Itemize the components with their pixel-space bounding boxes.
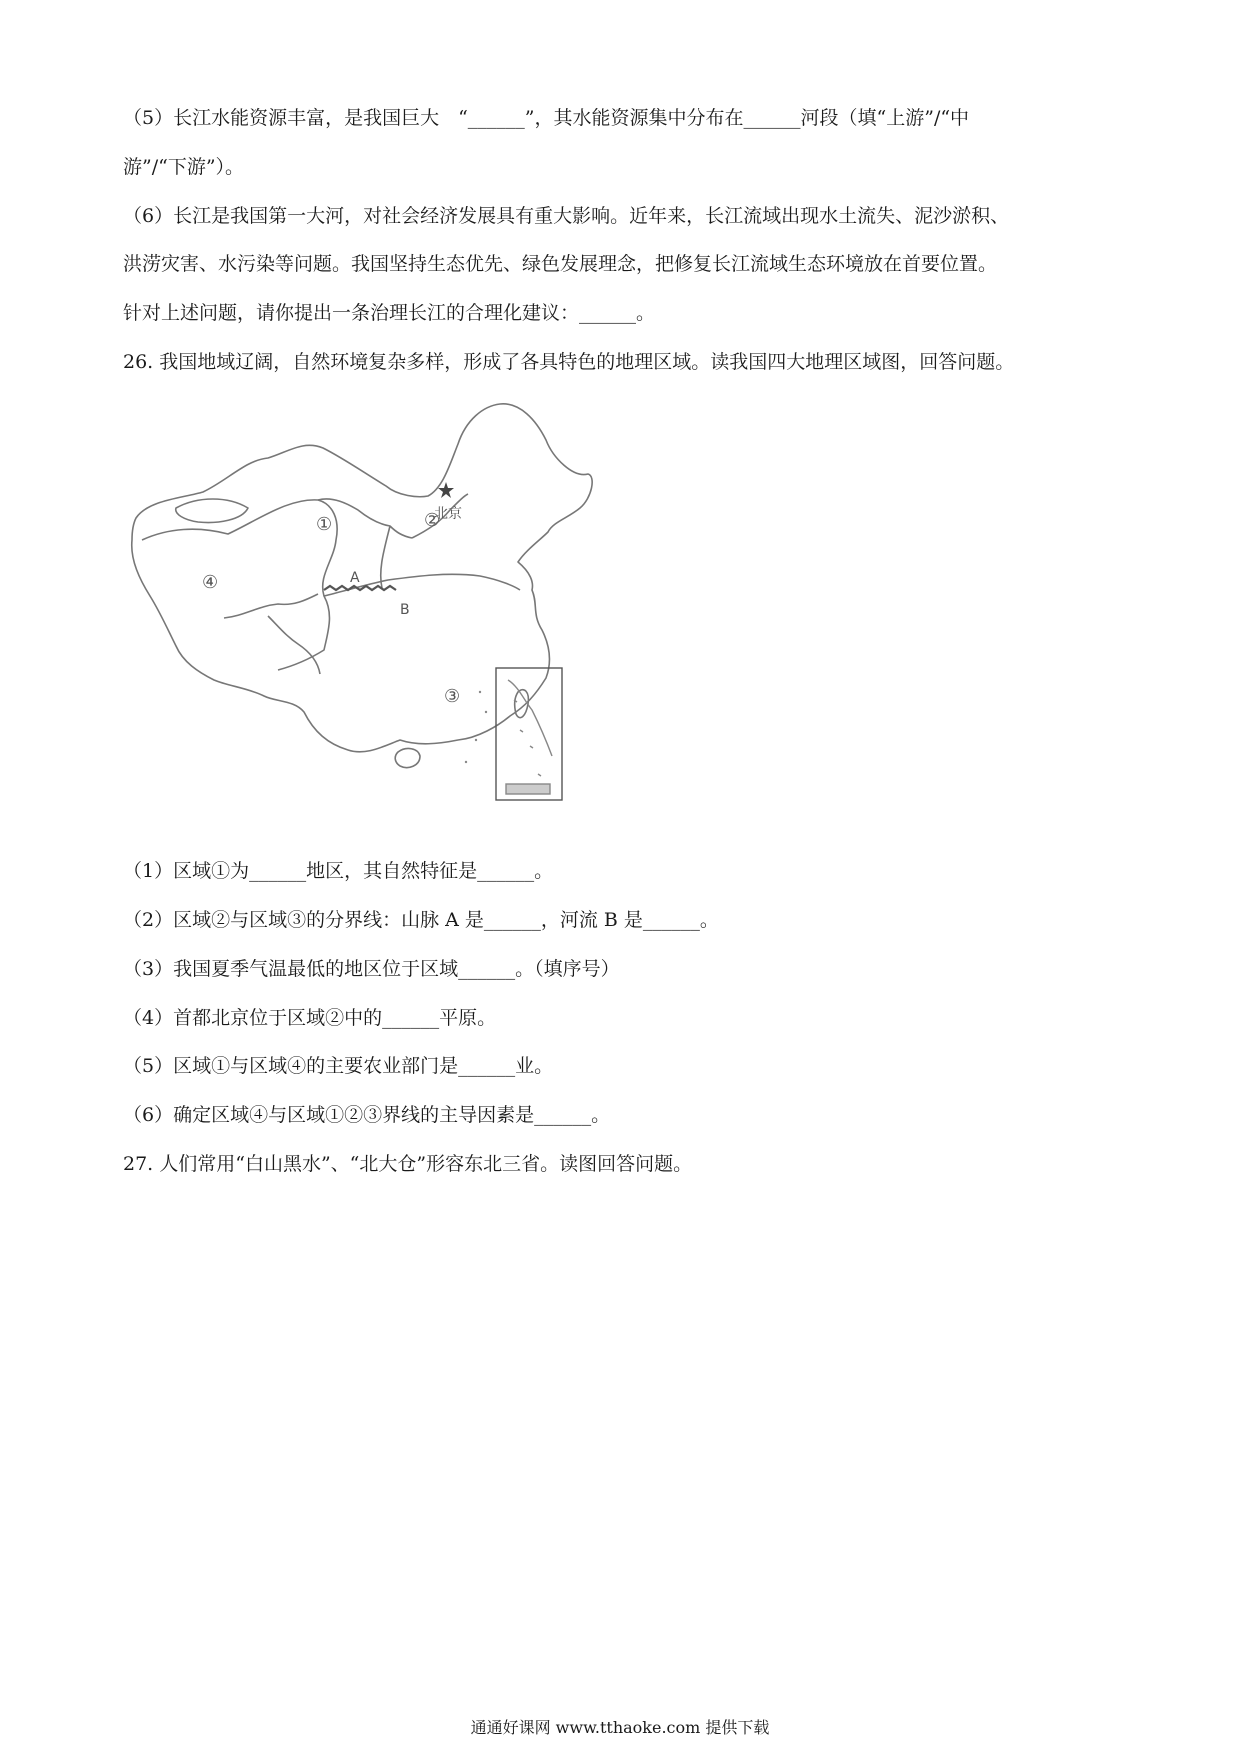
- hainan-island: [395, 749, 420, 768]
- q27-stem: 27. 人们常用“白山黑水”、“北大仓”形容东北三省。读图回答问题。: [123, 1153, 693, 1175]
- q26-sub3: （3）我国夏季气温最低的地区位于区域______。（填序号）: [123, 958, 620, 980]
- q25-sub5-line1: （5）长江水能资源丰富，是我国巨大 “______”，其水能资源集中分布在______河段（填“上游”/“中: [123, 107, 970, 129]
- q25-sub6-line2: 洪涝灾害、水污染等问题。我国坚持生态优先、绿色发展理念，把修复长江流域生态环境放在首要位置。: [123, 253, 998, 275]
- q26-sub4: （4）首都北京位于区域②中的______平原。: [123, 1007, 497, 1029]
- beijing-label: 北京: [434, 506, 462, 522]
- inner-basin: [176, 499, 248, 522]
- map-outline: [132, 404, 592, 752]
- boundary-qinghai-tibet: [142, 500, 337, 670]
- page-footer: 通通好课网 www.tthaoke.com 提供下载: [470, 1718, 770, 1737]
- china-four-regions-map: [128, 400, 638, 830]
- q25-sub6-line1: （6）长江是我国第一大河，对社会经济发展具有重大影响。近年来，长江流域出现水土流失、泥沙淤积、: [123, 205, 1010, 227]
- q26-sub5: （5）区域①与区域④的主要农业部门是______业。: [123, 1055, 554, 1077]
- region-3-label: ③: [444, 686, 461, 707]
- q26-sub1: （1）区域①为______地区，其自然特征是______。: [123, 860, 554, 882]
- q25-sub6-line3: 针对上述问题，请你提出一条治理长江的合理化建议：______。: [123, 302, 656, 324]
- q25-sub5-line2: 游”/“下游”）。: [123, 156, 245, 178]
- south-china-sea-inset: [496, 668, 562, 800]
- region-2-label: ②: [424, 510, 441, 531]
- region-1-label: ①: [316, 514, 333, 535]
- region-4-label: ④: [202, 572, 219, 593]
- q26-sub2: （2）区域②与区域③的分界线：山脉 A 是______，河流 B 是______。: [123, 909, 719, 931]
- q26-stem: 26. 我国地域辽阔，自然环境复杂多样，形成了各具特色的地理区域。读我国四大地理区域图，回答问题。: [123, 351, 1015, 373]
- river-b-label: B: [400, 602, 410, 618]
- mountain-a-label: A: [350, 570, 360, 586]
- q26-sub6: （6）确定区域④与区域①②③界线的主导因素是______。: [123, 1104, 611, 1126]
- yangtze-upper: [224, 594, 318, 618]
- boundary-north-inner: [381, 526, 390, 588]
